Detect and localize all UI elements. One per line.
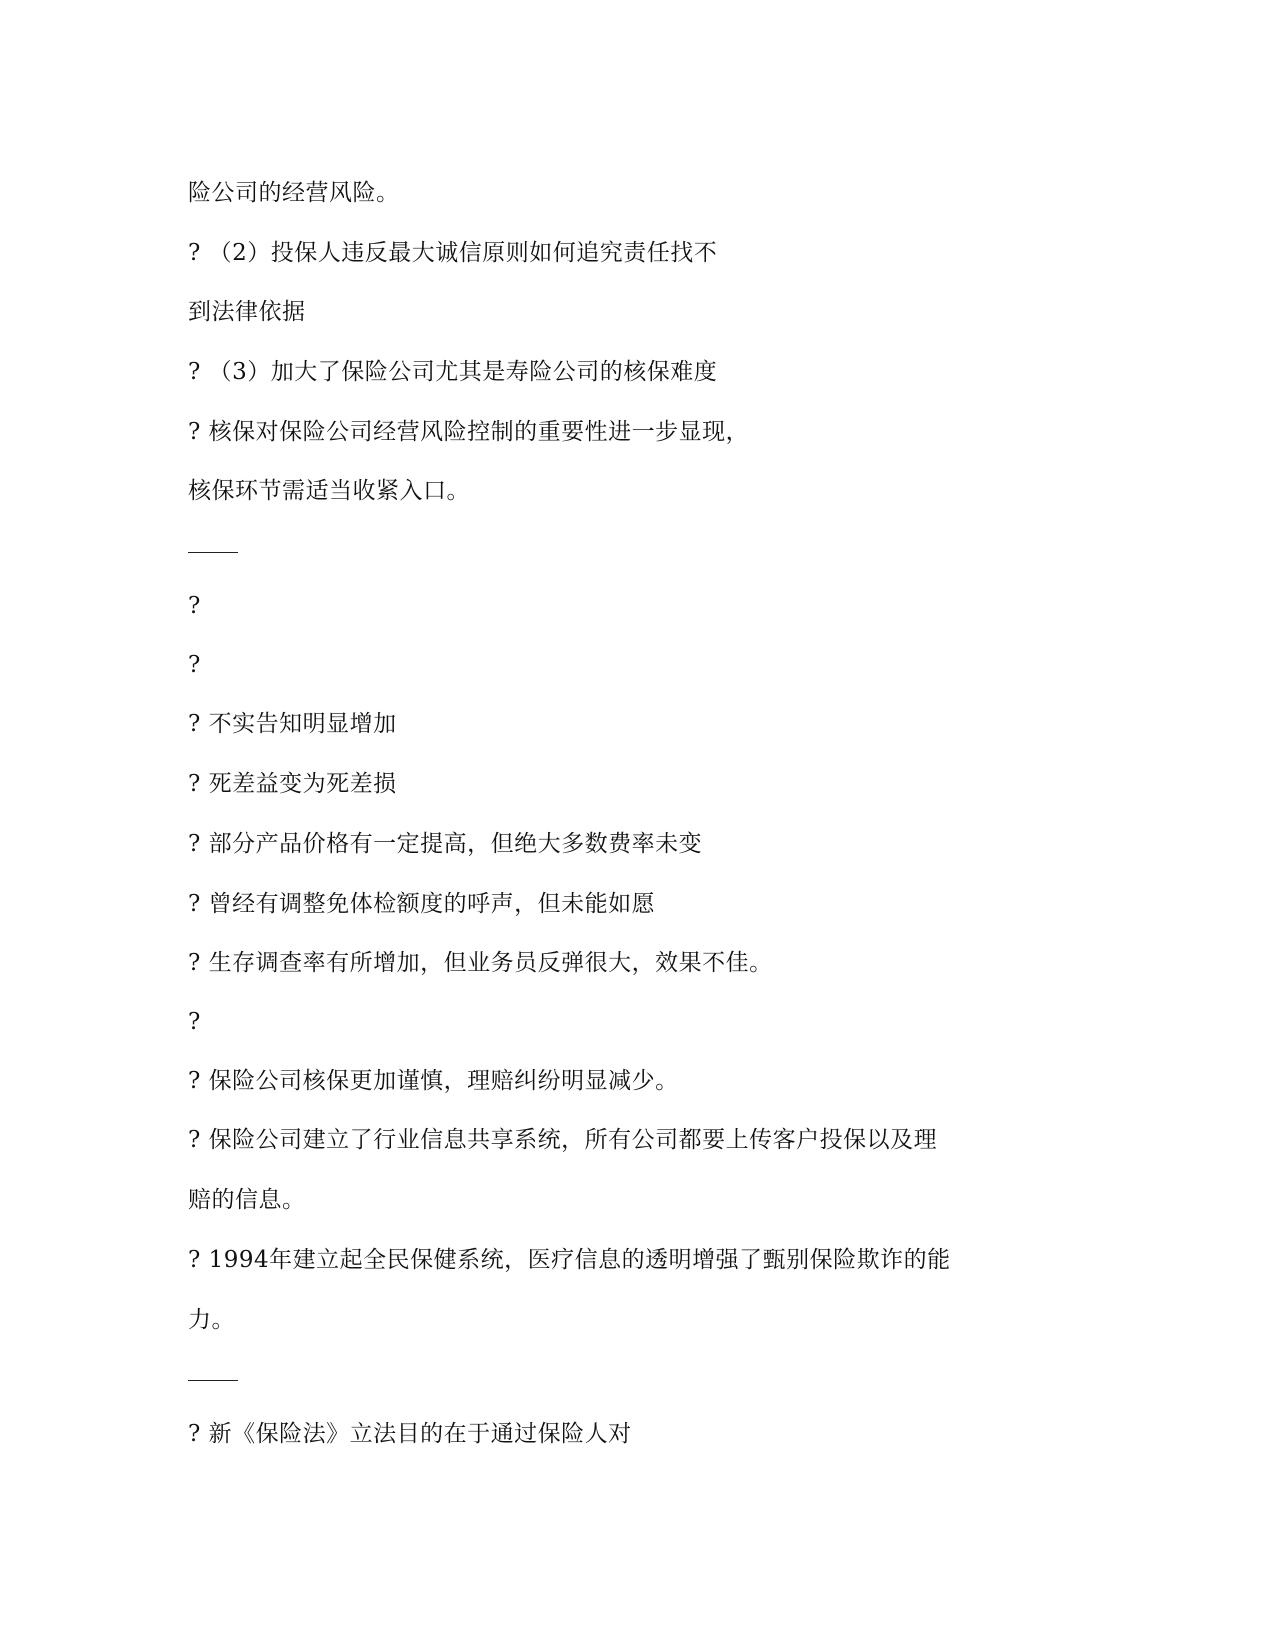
text-line: ? 曾经有调整免体检额度的呼声，但未能如愿 (188, 891, 656, 917)
text-line: 力。 (188, 1307, 235, 1333)
section-divider (188, 552, 238, 553)
section-divider (188, 1380, 238, 1381)
text-line: ? (188, 652, 201, 678)
text-line: ? 死差益变为死差损 (188, 771, 397, 797)
text-line: 险公司的经营风险。 (188, 180, 400, 206)
text-line: ? (188, 593, 201, 619)
text-line: ? 部分产品价格有一定提高，但绝大多数费率未变 (188, 831, 703, 857)
text-line: ? 1994年建立起全民保健系统，医疗信息的透明增强了甄别保险欺诈的能 (188, 1247, 951, 1273)
text-line: ? 核保对保险公司经营风险控制的重要性进一步显现， (188, 419, 750, 445)
text-line: ? 保险公司建立了行业信息共享系统，所有公司都要上传客户投保以及理 (188, 1127, 938, 1153)
text-line: ? （2）投保人违反最大诚信原则如何追究责任找不 (188, 240, 718, 266)
text-line: 到法律依据 (188, 299, 306, 325)
text-line: ? 不实告知明显增加 (188, 711, 397, 737)
text-line: ? 新《保险法》立法目的在于通过保险人对 (188, 1421, 632, 1447)
text-line: ? 保险公司核保更加谨慎，理赔纠纷明显减少。 (188, 1068, 679, 1094)
text-line: ? 生存调查率有所增加，但业务员反弹很大，效果不佳。 (188, 950, 773, 976)
text-line: 核保环节需适当收紧入口。 (188, 478, 470, 504)
text-line: ? (188, 1009, 201, 1035)
text-line: ? （3）加大了保险公司尤其是寿险公司的核保难度 (188, 359, 718, 385)
text-line: 赔的信息。 (188, 1187, 306, 1213)
